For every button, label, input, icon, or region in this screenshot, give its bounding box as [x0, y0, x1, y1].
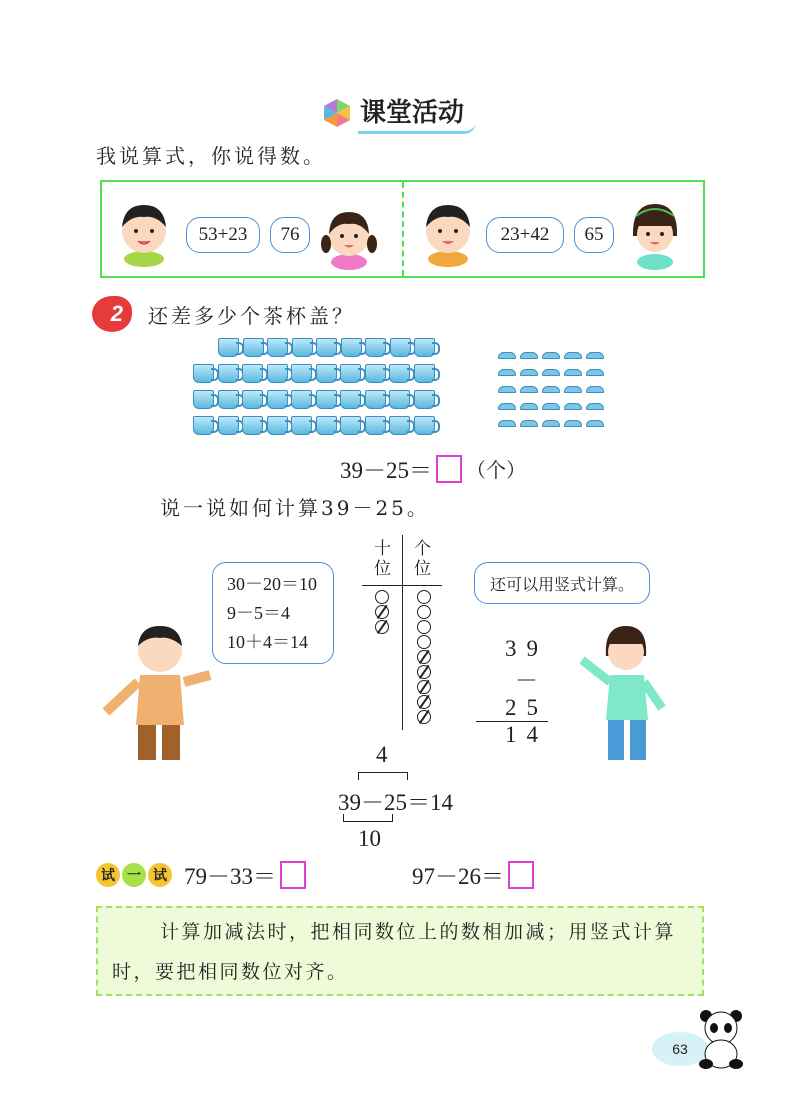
teacup-icon [291, 364, 312, 383]
teacup-icon [218, 416, 239, 435]
teacup-icon [316, 364, 337, 383]
speech-bubble-answer: 65 [574, 217, 614, 253]
minuend: 39 [505, 636, 548, 661]
teacup-icon [242, 390, 263, 409]
calculation-prompt: 说一说如何计算39－25。 [160, 496, 430, 520]
teacup-icon [193, 416, 214, 435]
teacup-icon [291, 416, 312, 435]
teacup-icon [390, 338, 411, 357]
lid-icon [498, 386, 516, 393]
ones-difference: 4 [376, 742, 388, 767]
teacup-icon [341, 338, 362, 357]
teacup-icon [365, 338, 386, 357]
lid-icon [498, 403, 516, 410]
teacup-icon [414, 364, 435, 383]
teacup-icon [316, 416, 337, 435]
lid-icon [498, 369, 516, 376]
teacup-icon [340, 364, 361, 383]
header-line [362, 585, 442, 586]
teacup-icon [340, 390, 361, 409]
place-value-chart [362, 535, 442, 730]
lid-icon [586, 386, 604, 393]
teacup-icon [414, 416, 435, 435]
teacup-icon [218, 364, 239, 383]
teacup-icon [242, 416, 263, 435]
lid-icon [498, 420, 516, 427]
section-header [322, 92, 476, 134]
problem-number-badge: 2 [92, 296, 132, 332]
teacup-icon [267, 338, 288, 357]
girl-avatar [320, 200, 378, 270]
badge-char: 一 [122, 863, 146, 887]
teacup-icon [389, 364, 410, 383]
try-it-badge [96, 863, 172, 887]
teacup-icon [218, 338, 239, 357]
teacup-icon [389, 390, 410, 409]
lid-icon [586, 369, 604, 376]
counter-icon [417, 590, 431, 604]
teacup-icon [316, 390, 337, 409]
teacup-icon [193, 390, 214, 409]
lid-icon [564, 369, 582, 376]
lid-icon [542, 369, 560, 376]
ones-label: 个位 [414, 539, 431, 579]
lid-icon [520, 352, 538, 359]
equation-text: 39－25＝ [340, 458, 432, 483]
girl-figure [578, 620, 668, 770]
lid-icon [586, 420, 604, 427]
boy-avatar [116, 197, 172, 267]
teacup-icon [292, 338, 313, 357]
bubble-line: 10＋4＝14 [227, 631, 308, 652]
vertical-calculation [478, 636, 548, 748]
teacup-icon [267, 416, 288, 435]
bracket-top [358, 772, 408, 780]
problem-2 [92, 296, 355, 332]
lid-icon [498, 352, 516, 359]
teacup-icon [389, 416, 410, 435]
boy-avatar [420, 197, 476, 267]
crossed-counter-icon [375, 620, 389, 634]
difference: 14 [476, 721, 548, 748]
lid-icon [542, 386, 560, 393]
lid-icon [520, 369, 538, 376]
teacup-icon [193, 364, 214, 383]
panda-icon [696, 1008, 746, 1070]
bracket-bottom [343, 814, 393, 822]
lid-icon [564, 386, 582, 393]
teacup-icon [414, 390, 435, 409]
crossed-counter-icon [375, 605, 389, 619]
crossed-counter-icon [417, 710, 431, 724]
lid-icon [542, 352, 560, 359]
speech-bubble-answer: 76 [270, 217, 310, 253]
teacup-icon [340, 416, 361, 435]
lid-icon [586, 352, 604, 359]
bubble-line: 30－20＝10 [227, 573, 317, 594]
badge-char: 试 [148, 863, 172, 887]
pinwheel-icon [322, 98, 352, 128]
lid-icon [520, 386, 538, 393]
boy-figure [98, 620, 213, 770]
lid-icon [564, 352, 582, 359]
bubble-line: 9－5＝4 [227, 602, 290, 623]
tens-label: 十位 [374, 539, 391, 579]
counter-icon [417, 620, 431, 634]
equation-39-25 [340, 452, 526, 485]
answer-box[interactable] [436, 455, 462, 483]
counter-icon [417, 635, 431, 649]
teacup-icon [267, 390, 288, 409]
counter-icon [375, 590, 389, 604]
column-divider [402, 535, 403, 730]
lid-icon [542, 403, 560, 410]
problem-question: 还差多少个茶杯盖？ [148, 303, 355, 328]
teacup-icon [365, 390, 386, 409]
crossed-counter-icon [417, 680, 431, 694]
try-problem: 79－33＝ [184, 864, 276, 889]
teacup-icon [291, 390, 312, 409]
lid-icon [564, 420, 582, 427]
try-it-section [96, 858, 534, 891]
crossed-counter-icon [417, 665, 431, 679]
activity-instruction: 我说算式，你说得数。 [96, 144, 326, 168]
girl-speech-bubble: 还可以用竖式计算。 [474, 562, 650, 604]
split-equation: 39－25＝14 [338, 790, 453, 815]
teacup-icon [242, 364, 263, 383]
subtrahend: －25 [505, 668, 548, 720]
girl-avatar [626, 196, 684, 270]
lid-icon [542, 420, 560, 427]
teacup-icon [218, 390, 239, 409]
boy-speech-bubble [212, 562, 334, 664]
counter-icon [417, 605, 431, 619]
badge-char: 试 [96, 863, 120, 887]
lid-icon [520, 420, 538, 427]
answer-box[interactable] [508, 861, 534, 889]
crossed-counter-icon [417, 695, 431, 709]
tens-difference: 10 [358, 826, 381, 851]
page-number: 63 [652, 1032, 708, 1066]
try-problem: 97－26＝ [412, 864, 504, 889]
speech-bubble-expression: 23+42 [486, 217, 564, 253]
crossed-counter-icon [417, 650, 431, 664]
answer-box[interactable] [280, 861, 306, 889]
lid-icon [520, 403, 538, 410]
teacup-icon [267, 364, 288, 383]
teacup-icon [316, 338, 337, 357]
lid-icon [564, 403, 582, 410]
teacup-icon [365, 364, 386, 383]
divider [402, 182, 404, 276]
teacup-icon [243, 338, 264, 357]
section-title: 课堂活动 [358, 92, 476, 134]
speech-bubble-expression: 53+23 [186, 217, 260, 253]
unit-label: （个） [466, 458, 526, 482]
lid-icon [586, 403, 604, 410]
teacup-icon [365, 416, 386, 435]
teacup-icon [414, 338, 435, 357]
activity-frame [100, 180, 705, 278]
summary-note: 计算加减法时，把相同数位上的数相加减；用竖式计算时，要把相同数位对齐。 [96, 906, 704, 996]
